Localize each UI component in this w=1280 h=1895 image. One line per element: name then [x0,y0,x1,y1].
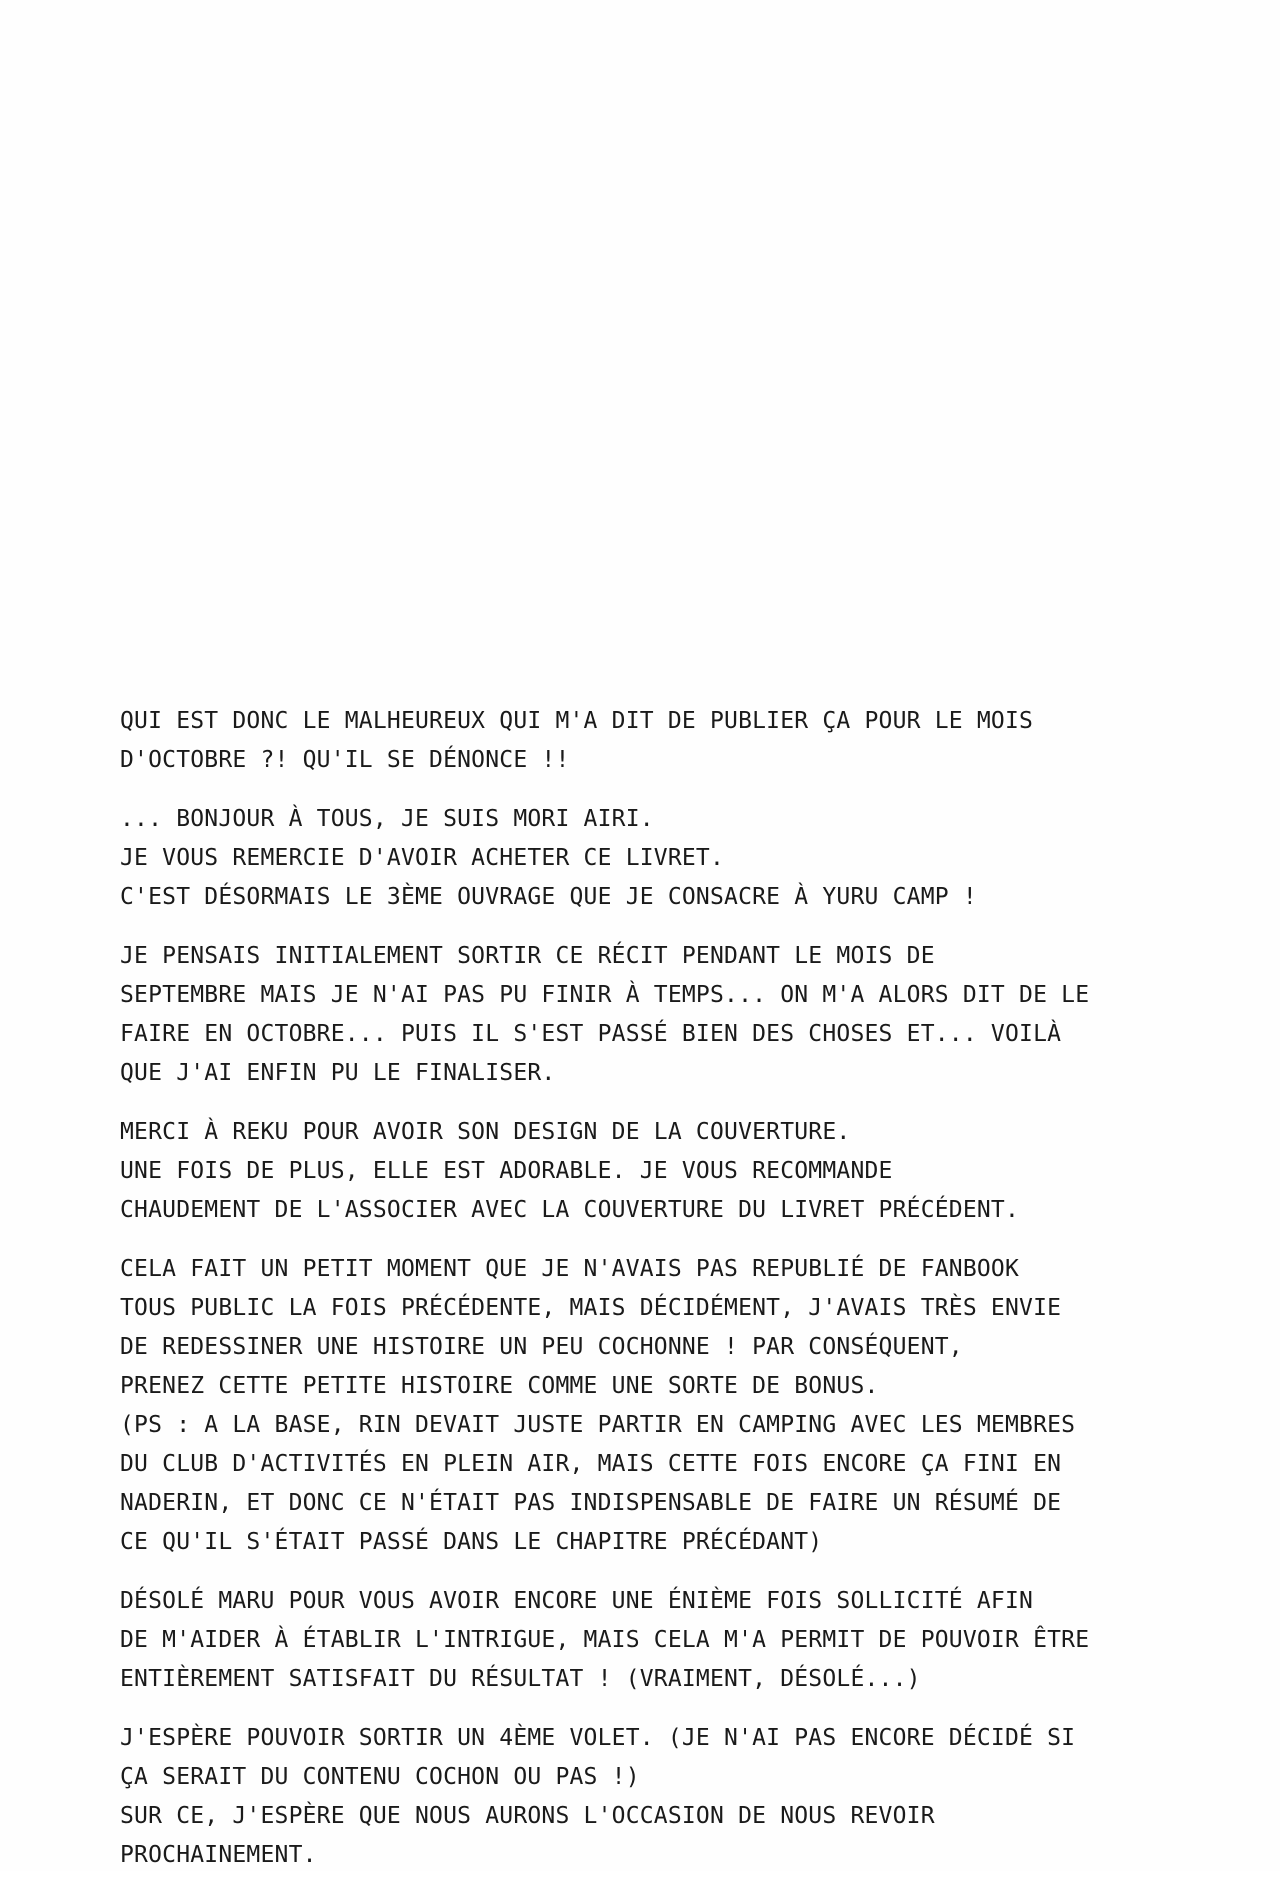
text-line: CE QU'IL S'ÉTAIT PASSÉ DANS LE CHAPITRE PRÉCÉDANT) [120,1529,823,1555]
text-line: FAIRE EN OCTOBRE... PUIS IL S'EST PASSÉ BIEN DES CHOSES ET... VOILÀ [120,1021,1062,1047]
afterword-text [120,702,1180,1895]
text-line: DE REDESSINER UNE HISTOIRE UN PEU COCHONNE ! PAR CONSÉQUENT, [120,1334,963,1360]
paragraph-3 [120,937,1180,1093]
text-line: JE VOUS REMERCIE D'AVOIR ACHETER CE LIVRET. [120,845,725,871]
text-line: QUI EST DONC LE MALHEUREUX QUI M'A DIT DE PUBLIER ÇA POUR LE MOIS [120,708,1034,734]
paragraph-5 [120,1250,1180,1562]
text-line: CHAUDEMENT DE L'ASSOCIER AVEC LA COUVERTURE DU LIVRET PRÉCÉDENT. [120,1197,1020,1223]
text-line: C'EST DÉSORMAIS LE 3ÈME OUVRAGE QUE JE CONSACRE À YURU CAMP ! [120,884,977,910]
text-line: ÇA SERAIT DU CONTENU COCHON OU PAS !) [120,1764,640,1790]
text-line: PROCHAINEMENT. [120,1842,317,1868]
paragraph-1 [120,702,1180,780]
text-line: JE PENSAIS INITIALEMENT SORTIR CE RÉCIT PENDANT LE MOIS DE [120,943,935,969]
text-line: SEPTEMBRE MAIS JE N'AI PAS PU FINIR À TEMPS... ON M'A ALORS DIT DE LE [120,982,1090,1008]
paragraph-2 [120,800,1180,917]
text-line: DE M'AIDER À ÉTABLIR L'INTRIGUE, MAIS CELA M'A PERMIT DE POUVOIR ÊTRE [120,1627,1090,1653]
paragraph-4 [120,1113,1180,1230]
text-line: CELA FAIT UN PETIT MOMENT QUE JE N'AVAIS PAS REPUBLIÉ DE FANBOOK [120,1256,1020,1282]
text-line: DÉSOLÉ MARU POUR VOUS AVOIR ENCORE UNE ÉNIÈME FOIS SOLLICITÉ AFIN [120,1588,1034,1614]
text-line: J'ESPÈRE POUVOIR SORTIR UN 4ÈME VOLET. (JE N'AI PAS ENCORE DÉCIDÉ SI [120,1725,1076,1751]
text-line: SUR CE, J'ESPÈRE QUE NOUS AURONS L'OCCASION DE NOUS REVOIR [120,1803,935,1829]
text-line: PRENEZ CETTE PETITE HISTOIRE COMME UNE SORTE DE BONUS. [120,1373,879,1399]
paragraph-7 [120,1719,1180,1875]
text-line: D'OCTOBRE ?! QU'IL SE DÉNONCE !! [120,747,570,773]
text-line: (PS : A LA BASE, RIN DEVAIT JUSTE PARTIR EN CAMPING AVEC LES MEMBRES [120,1412,1076,1438]
text-line: TOUS PUBLIC LA FOIS PRÉCÉDENTE, MAIS DÉCIDÉMENT, J'AVAIS TRÈS ENVIE [120,1295,1062,1321]
text-line: MERCI À REKU POUR AVOIR SON DESIGN DE LA COUVERTURE. [120,1119,851,1145]
text-line: ... BONJOUR À TOUS, JE SUIS MORI AIRI. [120,806,654,832]
text-line: UNE FOIS DE PLUS, ELLE EST ADORABLE. JE VOUS RECOMMANDE [120,1158,893,1184]
text-line: QUE J'AI ENFIN PU LE FINALISER. [120,1060,556,1086]
text-line: NADERIN, ET DONC CE N'ÉTAIT PAS INDISPENSABLE DE FAIRE UN RÉSUMÉ DE [120,1490,1062,1516]
text-line: DU CLUB D'ACTIVITÉS EN PLEIN AIR, MAIS CETTE FOIS ENCORE ÇA FINI EN [120,1451,1062,1477]
text-line: ENTIÈREMENT SATISFAIT DU RÉSULTAT ! (VRAIMENT, DÉSOLÉ...) [120,1666,921,1692]
paragraph-6 [120,1582,1180,1699]
